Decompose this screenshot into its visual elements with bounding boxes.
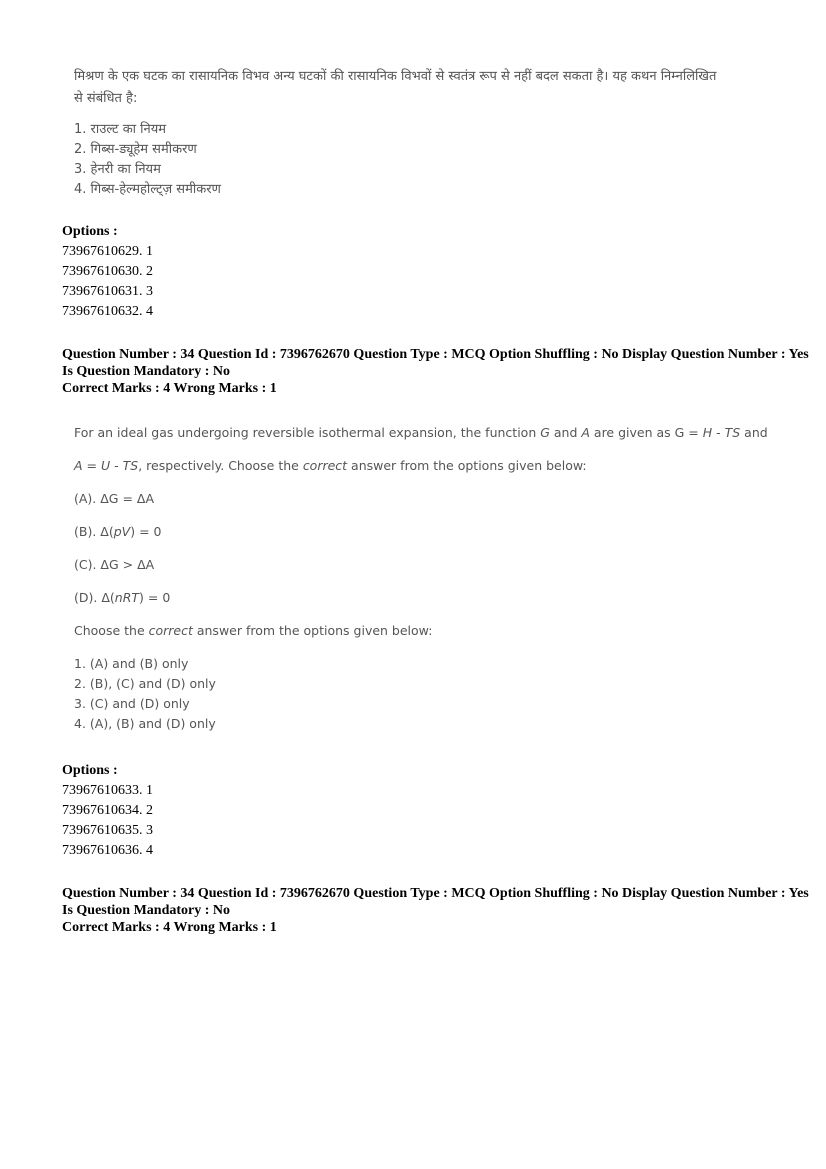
question-intro-line-2: A = U - TS, respectively. Choose the correct answer from the options given below: [74, 458, 587, 473]
answer-choices [74, 120, 774, 200]
question-stem-line-2: से संबंधित है: [74, 91, 138, 106]
options-list [62, 222, 362, 322]
answer-choice: 4. गिब्स-हेल्महोल्ट्ज़ समीकरण [74, 182, 221, 197]
options-label: Options : [62, 224, 118, 239]
answer-choice: 3. हेनरी का नियम [74, 162, 161, 177]
mandatory-line: Is Question Mandatory : No [62, 903, 231, 918]
question-meta [62, 346, 809, 397]
option-id: 73967610634. 2 [62, 803, 153, 818]
answer-choice: 2. (B), (C) and (D) only [74, 676, 216, 691]
marks-line: Correct Marks : 4 Wrong Marks : 1 [62, 381, 277, 396]
question-meta [62, 885, 809, 936]
option-id: 73967610631. 3 [62, 284, 153, 299]
mandatory-line: Is Question Mandatory : No [62, 364, 231, 379]
option-id: 73967610629. 1 [62, 244, 153, 259]
option-id: 73967610635. 3 [62, 823, 153, 838]
marks-line: Correct Marks : 4 Wrong Marks : 1 [62, 920, 277, 935]
answer-choice: 2. गिब्स-ड्यूहेम समीकरण [74, 142, 197, 157]
question-meta-line: Question Number : 34 Question Id : 7396762670 Question Type : MCQ Option Shuffling : No Display Question Number : Yes [62, 886, 809, 901]
question-english [74, 424, 774, 734]
choose-instruction: Choose the correct answer from the options given below: [74, 623, 433, 638]
statement-a: (A). ΔG = ΔA [74, 491, 155, 506]
question-meta-line: Question Number : 34 Question Id : 7396762670 Question Type : MCQ Option Shuffling : No Display Question Number : Yes [62, 347, 809, 362]
answer-choice: 4. (A), (B) and (D) only [74, 716, 216, 731]
question-hindi [74, 66, 774, 200]
statement-c: (C). ΔG > ΔA [74, 557, 155, 572]
answer-choices [74, 654, 774, 734]
options-list [62, 761, 362, 861]
question-intro-line-1: For an ideal gas undergoing reversible isothermal expansion, the function G and A are given as G = H - TS and [74, 425, 768, 440]
option-id: 73967610636. 4 [62, 843, 153, 858]
answer-choice: 3. (C) and (D) only [74, 696, 190, 711]
options-label: Options : [62, 763, 118, 778]
option-id: 73967610630. 2 [62, 264, 153, 279]
answer-choice: 1. (A) and (B) only [74, 656, 189, 671]
answer-choice: 1. राउल्ट का नियम [74, 122, 167, 137]
option-id: 73967610632. 4 [62, 304, 153, 319]
question-stem-line-1: मिश्रण के एक घटक का रासायनिक विभव अन्य घटकों की रासायनिक विभवों से स्वतंत्र रूप से नहीं बदल सकता है। यह कथन निम्नलिखित [74, 69, 717, 84]
option-id: 73967610633. 1 [62, 783, 153, 798]
statement-b: (B). Δ(pV) = 0 [74, 524, 162, 539]
statement-d: (D). Δ(nRT) = 0 [74, 590, 171, 605]
